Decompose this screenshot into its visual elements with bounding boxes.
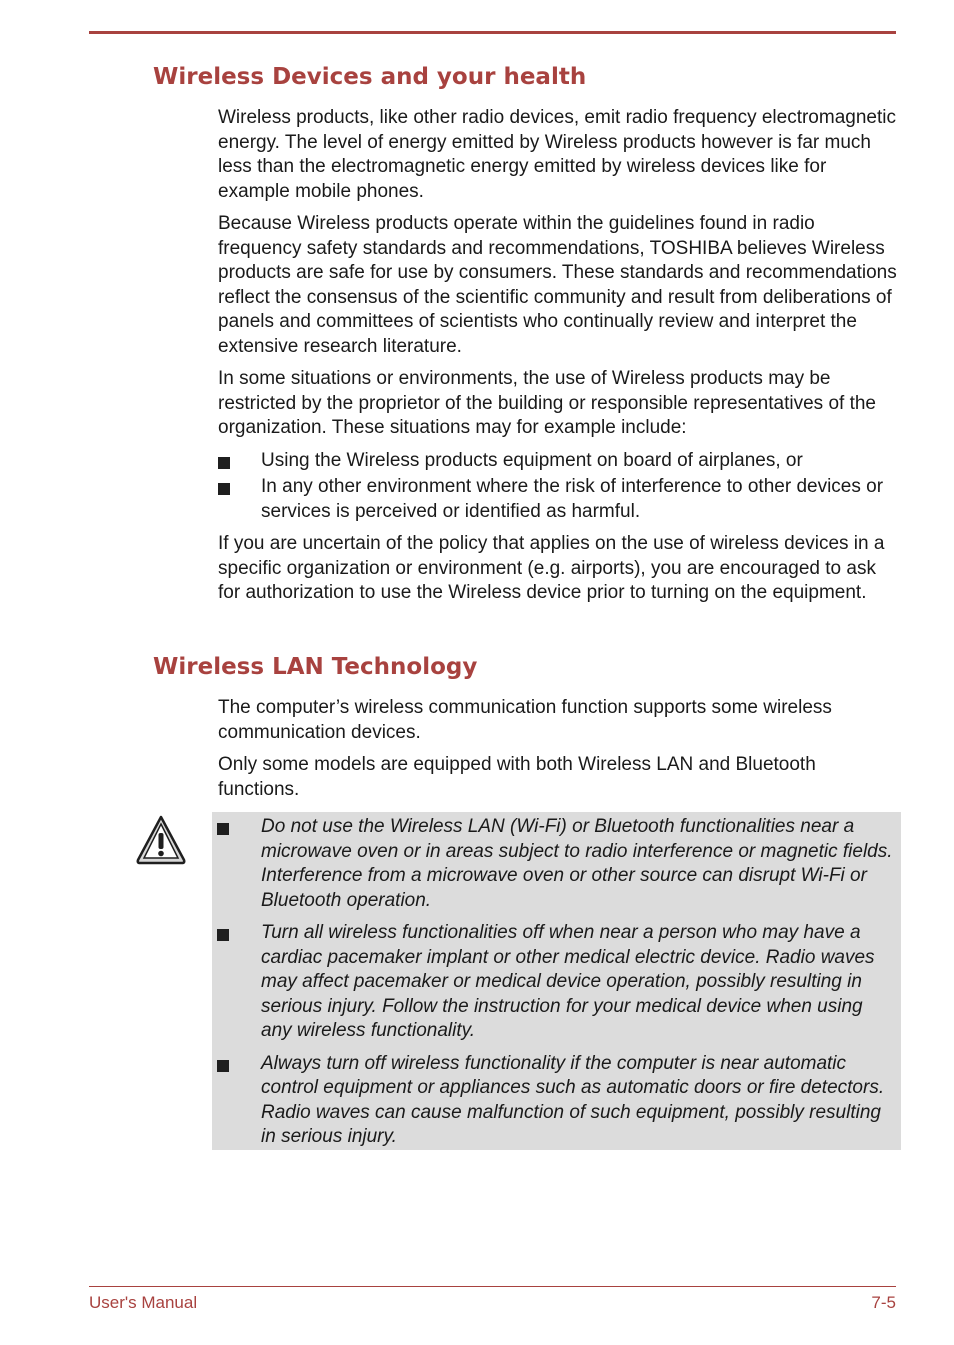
- paragraph: Wireless products, like other radio devices, emit radio frequency electromagnetic energy. The level of energy emitted by Wireless products however is far much less than the electromagnetic energy emitted by wireless devices like for example mobile phones.: [218, 107, 896, 202]
- section-heading-health: Wireless Devices and your health: [153, 64, 587, 90]
- list-item: Using the Wireless products equipment on board of airplanes, or: [218, 449, 898, 474]
- warning-triangle-icon: [135, 814, 187, 866]
- bullet-square-icon: [217, 929, 229, 941]
- paragraph: If you are uncertain of the policy that applies on the use of wireless devices in a specific organization or environment (e.g. airports), you are encouraged to ask for authorization to use the Wireless device prior to turning on the equipment.: [218, 533, 885, 603]
- footer-left: User's Manual: [89, 1293, 198, 1312]
- paragraph: In some situations or environments, the use of Wireless products may be restricted by the proprietor of the building or responsible representatives of the organization. These situations may for example include:: [218, 368, 876, 438]
- bullet-square-icon: [218, 457, 230, 469]
- section-heading-wlan: Wireless LAN Technology: [153, 654, 478, 680]
- section-body-health: [218, 106, 898, 614]
- paragraph: Because Wireless products operate within the guidelines found in radio frequency safety standards and recommendations, TOSHIBA believes Wireless products are safe for use by consumers. These standards and recommendations reflect the consensus of the scientific community and result from deliberations of panels and committees of scientists who continually review and interpret the extensive research literature.: [218, 213, 897, 357]
- list-item: In any other environment where the risk of interference to other devices or services is perceived or identified as harmful.: [218, 475, 898, 524]
- warning-item: Do not use the Wireless LAN (Wi-Fi) or Bluetooth functionalities near a microwave oven or in areas subject to radio interference or magnetic fields. Interference from a microwave oven or other source can disrupt Wi-Fi or Bluetooth operation.: [217, 815, 897, 913]
- paragraph: Only some models are equipped with both Wireless LAN and Bluetooth functions.: [218, 754, 816, 800]
- footer-page-number: 7-5: [871, 1293, 896, 1312]
- section-body-wlan: [218, 696, 898, 810]
- warning-list: [212, 812, 901, 1150]
- footer-rule: [89, 1286, 896, 1287]
- bullet-list: [218, 449, 898, 525]
- bullet-square-icon: [218, 483, 230, 495]
- paragraph: The computer’s wireless communication function supports some wireless communication devices.: [218, 697, 832, 743]
- bullet-square-icon: [217, 823, 229, 835]
- bullet-square-icon: [217, 1060, 229, 1072]
- header-rule: [89, 31, 896, 34]
- warning-box: [212, 812, 901, 1150]
- warning-item: Always turn off wireless functionality if the computer is near automatic control equipment or appliances such as automatic doors or fire detectors. Radio waves can cause malfunction of such equipment, possibly resulting in serious injury.: [217, 1052, 897, 1150]
- warning-item: Turn all wireless functionalities off when near a person who may have a cardiac pacemaker implant or other medical electric device. Radio waves may affect pacemaker or medical device operation, possibly resulting in serious injury. Follow the instruction for your medical device when using any wireless functionality.: [217, 921, 897, 1044]
